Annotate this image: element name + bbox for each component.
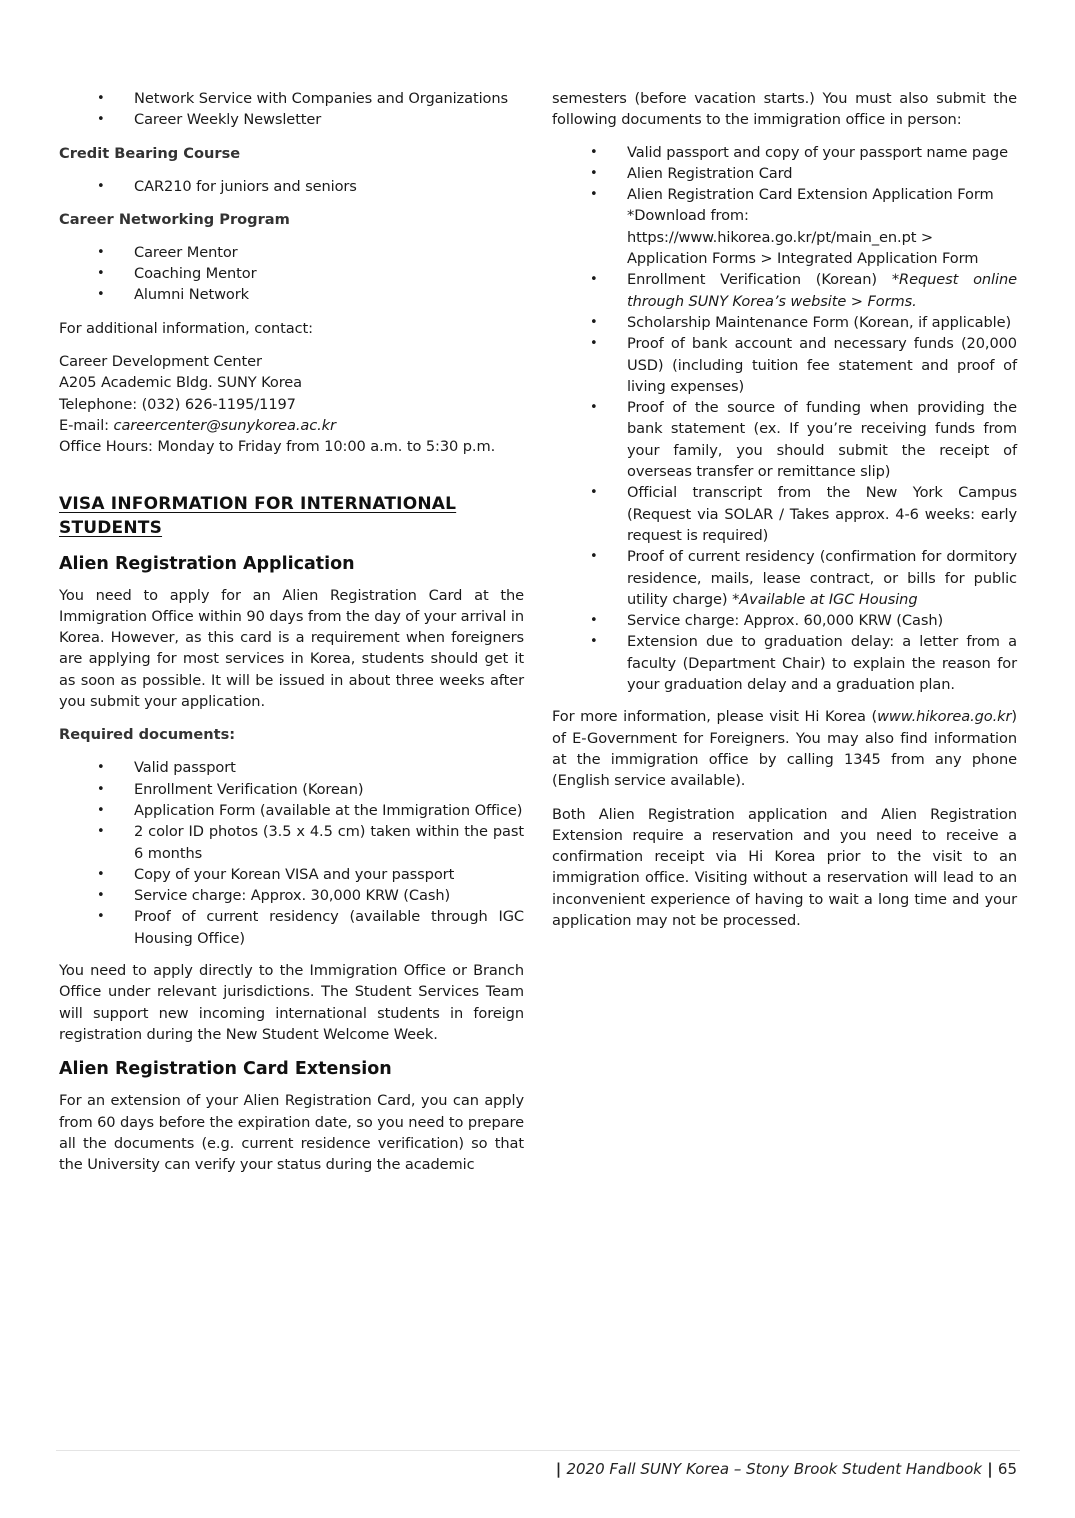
bullet-icon: • bbox=[97, 112, 105, 128]
list-item: • Application Form (available at the Immigration Office) bbox=[59, 800, 524, 821]
credit-heading: Credit Bearing Course bbox=[59, 144, 241, 162]
contact-hours: Office Hours: Monday to Friday from 10:00 a.m. to 5:30 p.m. bbox=[59, 438, 496, 456]
bullet-icon: • bbox=[590, 272, 598, 288]
bullet-icon: • bbox=[97, 802, 105, 818]
application-intro: You need to apply for an Alien Registration Card at the Immigration Office within 90 days from the day of your arrival in Korea. However, as this card is a requirement when foreigners are applying for most services in Korea, students should get it as soon as possible. It will be issued in about three weeks after you submit your application. bbox=[59, 586, 524, 711]
extension-documents-list bbox=[552, 142, 1017, 696]
reservation-paragraph: Both Alien Registration application and Alien Registration Extension require a reservation and you need to receive a confirmation receipt via Hi Korea prior to the visit to an immigration office. Visiting without a reservation will lead to an inconvenient experience of having to wait a long time and your application may not be processed. bbox=[552, 805, 1017, 929]
section-title: VISA INFORMATION FOR INTERNATIONAL STUDENTS bbox=[59, 493, 457, 538]
list-item: • Proof of current residency (available through IGC Housing Office) bbox=[97, 908, 524, 947]
bullet-icon: • bbox=[590, 634, 598, 650]
list-item: • Network Service with Companies and Organizations bbox=[59, 88, 524, 109]
list-item: • Enrollment Verification (Korean) bbox=[59, 779, 524, 800]
credit-list bbox=[59, 176, 524, 197]
contact-intro: For additional information, contact: bbox=[59, 319, 313, 337]
list-item: • Proof of the source of funding when providing the bank statement (ex. If you’re receiving funds from your family, you should submit the receipt of overseas transfer or remittance slip) bbox=[590, 399, 1017, 481]
left-column bbox=[59, 88, 524, 1175]
required-documents-list bbox=[59, 757, 524, 949]
hikorea-link[interactable]: www.hikorea.go.kr bbox=[877, 708, 1012, 726]
list-item: • Alien Registration Card Extension Application Form *Download from: https://www.hikorea.go.kr/pt/main_en.pt > Application Forms > Integrated Application Form bbox=[590, 186, 994, 268]
footer-divider bbox=[56, 1450, 1020, 1451]
page-footer: | 2020 Fall SUNY Korea – Stony Brook Student Handbook | 65 bbox=[555, 1460, 1017, 1478]
bullet-icon: • bbox=[590, 165, 598, 181]
list-item: • Extension due to graduation delay: a letter from a faculty (Department Chair) to explain the reason for your graduation delay and a graduation plan. bbox=[590, 633, 1017, 694]
bullet-icon: • bbox=[590, 400, 598, 416]
contact-name: Career Development Center bbox=[59, 353, 262, 371]
networking-list bbox=[59, 242, 524, 306]
extension-intro: For an extension of your Alien Registration Card, you can apply from 60 days before the expiration date, so you need to prepare all the documents (e.g. current residence verification) so that the University can verify your status during the academic bbox=[59, 1092, 524, 1174]
bullet-icon: • bbox=[97, 909, 105, 925]
career-services-list bbox=[59, 88, 524, 131]
bullet-icon: • bbox=[590, 314, 598, 330]
list-item: • Copy of your Korean VISA and your passport bbox=[59, 864, 524, 885]
footer-title: 2020 Fall SUNY Korea – Stony Brook Student Handbook bbox=[566, 1460, 982, 1478]
list-item: • 2 color ID photos (3.5 x 4.5 cm) taken within the past 6 months bbox=[97, 823, 524, 862]
list-item: • Scholarship Maintenance Form (Korean, if applicable) bbox=[552, 312, 1017, 333]
contact-telephone: Telephone: (032) 626-1195/1197 bbox=[59, 395, 296, 413]
bullet-icon: • bbox=[97, 287, 105, 303]
list-item: • Valid passport and copy of your passport name page bbox=[552, 142, 1017, 163]
application-heading: Alien Registration Application bbox=[59, 553, 355, 574]
contact-block bbox=[59, 351, 524, 457]
list-item: • Valid passport bbox=[59, 757, 524, 778]
bullet-icon: • bbox=[97, 888, 105, 904]
bullet-icon: • bbox=[97, 824, 105, 840]
list-item: • Alumni Network bbox=[59, 284, 524, 305]
networking-heading: Career Networking Program bbox=[59, 210, 290, 228]
bullet-icon: • bbox=[97, 760, 105, 776]
bullet-icon: • bbox=[590, 613, 598, 629]
application-closing: You need to apply directly to the Immigration Office or Branch Office under relevant jurisdictions. The Student Services Team will support new incoming international students in foreign registration during the New Student Welcome Week. bbox=[59, 962, 524, 1043]
list-item: • Proof of current residency (confirmation for dormitory residence, mails, lease contract, or bills for public utility charge) *Available at IGC Housing bbox=[590, 548, 1017, 608]
bullet-icon: • bbox=[590, 485, 598, 501]
more-info-paragraph: For more information, please visit Hi Korea (www.hikorea.go.kr) of E-Government for Foreigners. You may also find information at the immigration office by calling 1345 from any phone (English service available). bbox=[552, 708, 1017, 790]
bullet-icon: • bbox=[590, 336, 598, 352]
list-item: • Service charge: Approx. 60,000 KRW (Cash) bbox=[552, 610, 1017, 631]
contact-email-line: E-mail: careercenter@sunykorea.ac.kr bbox=[59, 416, 336, 434]
list-item: • Enrollment Verification (Korean) *Request online through SUNY Korea’s website > Forms. bbox=[590, 271, 1017, 310]
hikorea-forms-link[interactable]: https://www.hikorea.go.kr/pt/main_en.pt > bbox=[627, 228, 934, 246]
bullet-icon: • bbox=[97, 781, 105, 797]
list-item: • Proof of bank account and necessary funds (20,000 USD) (including tuition fee statement and proof of living expenses) bbox=[590, 335, 1017, 395]
bullet-icon: • bbox=[590, 144, 598, 160]
extension-heading: Alien Registration Card Extension bbox=[59, 1059, 392, 1080]
list-item: • Career Weekly Newsletter bbox=[59, 109, 524, 130]
bullet-icon: • bbox=[97, 91, 105, 106]
list-item: • Coaching Mentor bbox=[59, 263, 524, 284]
list-item: • Service charge: Approx. 30,000 KRW (Cash) bbox=[59, 885, 524, 906]
bullet-icon: • bbox=[97, 244, 105, 260]
bullet-icon: • bbox=[97, 866, 105, 882]
list-item: • Official transcript from the New York Campus (Request via SOLAR / Takes approx. 4-6 weeks: early request is required) bbox=[590, 484, 1017, 544]
right-column bbox=[552, 88, 1017, 931]
bullet-icon: • bbox=[97, 266, 105, 282]
bullet-icon: • bbox=[97, 178, 105, 194]
extension-intro-continued: semesters (before vacation starts.) You must also submit the following documents to the immigration office in person: bbox=[552, 90, 1017, 129]
list-item: • Alien Registration Card bbox=[552, 163, 1017, 184]
required-heading: Required documents: bbox=[59, 726, 236, 744]
list-item: • Career Mentor bbox=[59, 242, 524, 263]
bullet-icon: • bbox=[590, 187, 598, 203]
email-link[interactable]: careercenter@sunykorea.ac.kr bbox=[113, 416, 336, 434]
list-item: • CAR210 for juniors and seniors bbox=[59, 176, 524, 197]
contact-address: A205 Academic Bldg. SUNY Korea bbox=[59, 374, 303, 392]
page-number: 65 bbox=[997, 1460, 1017, 1478]
bullet-icon: • bbox=[590, 549, 598, 565]
